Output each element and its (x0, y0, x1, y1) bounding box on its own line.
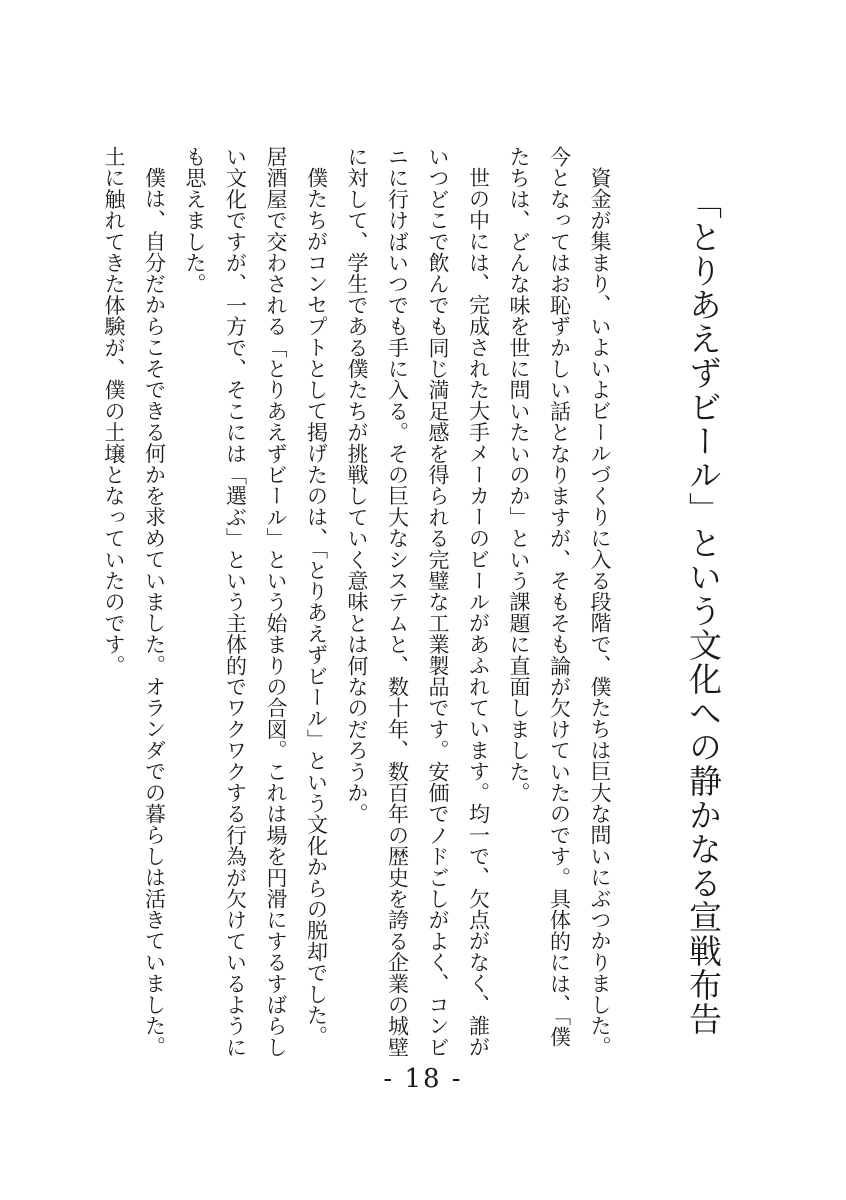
page-number: - 18 - (383, 1064, 463, 1094)
paragraph: 世の中には、完成された大手メーカーのビールがあふれています。均一で、欠点がなく、誰がいつどこで飲んでも同じ満足感を得られる完璧な工業製品です。安価でノドごしがよく、コンビニに行けばいつでも手に入る。その巨大なシステムと、数十年、数百年の歴史を誇る企業の城壁に対して、学生である僕たちが挑戦していく意味とは何なのだろうか。 (345, 146, 491, 1058)
chapter-title: 「とりあえずビール」という文化への静かなる宣戦布告 (684, 186, 723, 1036)
paragraph: 資金が集まり、いよいよビールづくりに入る段階で、僕たちは巨大な問いにぶつかりました。今となってはお恥ずかしい話となりますが、そもそも論が欠けていたのです。具体的には、「僕たちは、どんな味を世に問いたいのか」という課題に直面しました。 (507, 146, 612, 1058)
paragraph: 僕は、自分だからこそできる何かを求めていました。オランダでの暮らしは活きていました。土に触れてきた体験が、僕の土壌となっていたのです。 (102, 146, 167, 1058)
body-text (94, 146, 621, 1066)
paragraph: 僕たちがコンセプトとして掲げたのは、「とりあえずビール」という文化からの脱却でした。居酒屋で交わされる「とりあえずビール」という始まりの合図。これは場を円滑にするすばらしい文化ですが、一方で、そこには「選ぶ」という主体的でワクワクする行為が欠けているようにも思えました。 (183, 146, 329, 1058)
